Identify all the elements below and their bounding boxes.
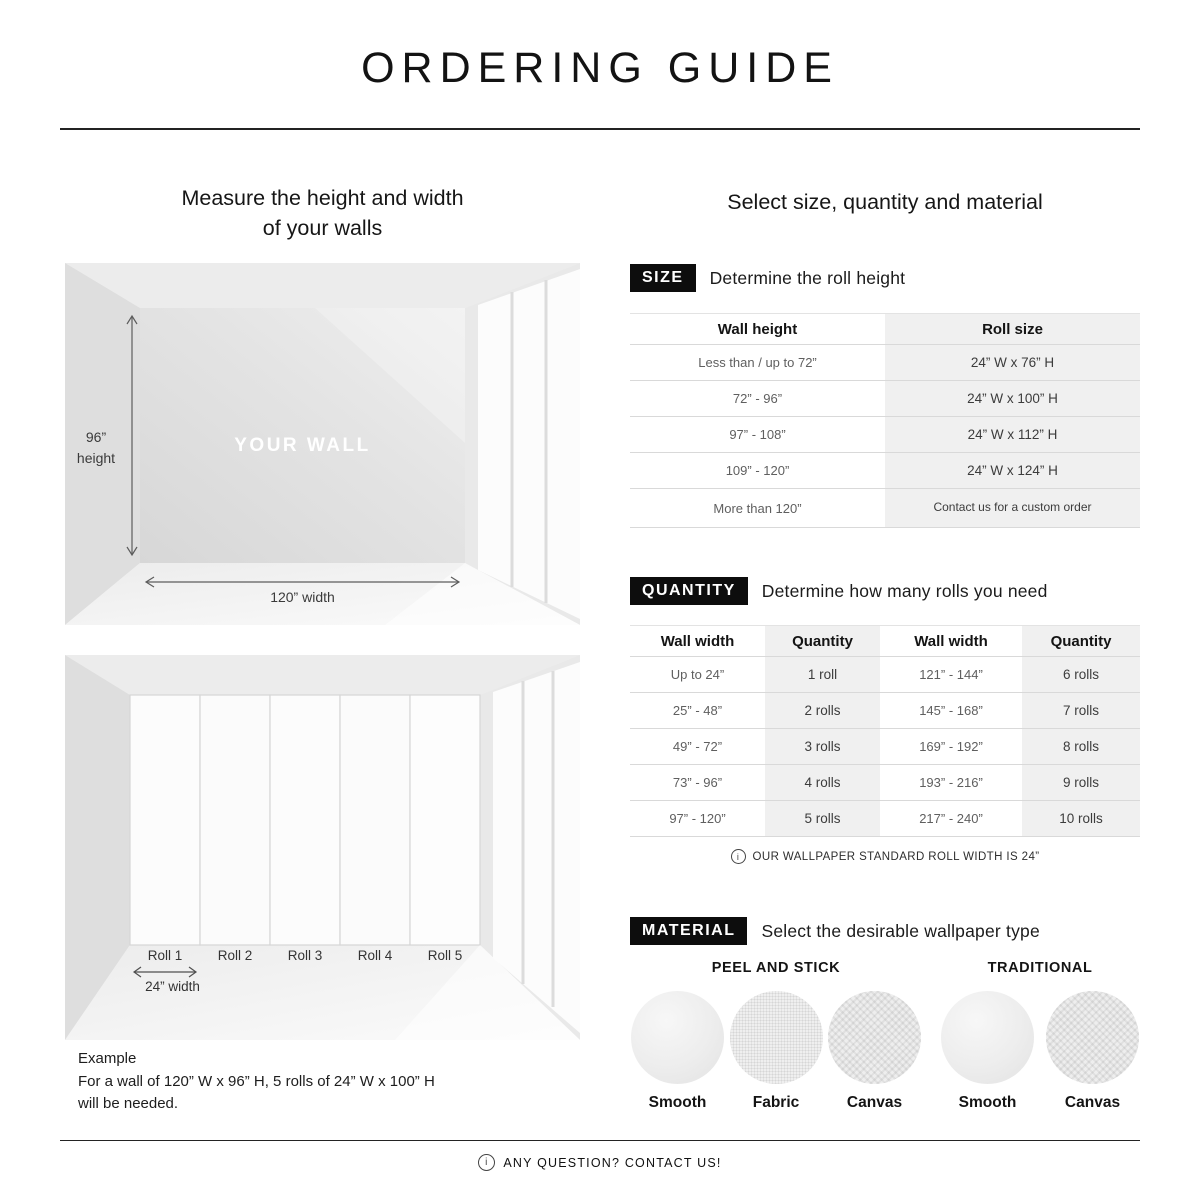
room-illustration-measure (65, 263, 580, 625)
size-table (630, 313, 1140, 528)
room-illustration-rolls (65, 655, 580, 1040)
table-row (630, 417, 1140, 453)
column-header: Quantity (1022, 626, 1140, 656)
example-title: Example (78, 1050, 137, 1067)
column-header: Wall width (660, 632, 735, 650)
table-row (630, 729, 1140, 765)
roll-size-cell: 24” W x 124” H (885, 453, 1140, 488)
wall-width-cell: 217” - 240” (919, 811, 983, 826)
column-header: Wall width (914, 632, 988, 650)
quantity-cell: 3 rolls (765, 729, 880, 764)
wallpaper-rolls (130, 695, 480, 945)
table-row (630, 693, 1140, 729)
quantity-cell: 8 rolls (1022, 729, 1140, 764)
swatch-row (630, 991, 922, 1112)
swatch-label: Smooth (648, 1094, 707, 1111)
roll-labels (130, 948, 480, 963)
left-heading-line2: of your walls (262, 216, 383, 241)
wall-width-cell: 25” - 48” (672, 703, 723, 718)
swatch-row (940, 991, 1140, 1112)
material-subtitle: Select the desirable wallpaper type (761, 920, 1040, 941)
wall-width-cell: 97” - 120” (669, 811, 726, 826)
table-row (630, 657, 1140, 693)
quantity-cell: 2 rolls (765, 693, 880, 728)
wall-width-cell: 49” - 72” (672, 739, 723, 754)
wall-height-value: 96” (85, 429, 107, 445)
roll-size-cell: 24” W x 76” H (885, 345, 1140, 380)
left-section-heading (65, 183, 580, 243)
right-section-heading: Select size, quantity and material (727, 190, 1043, 214)
roll-label: Roll 1 (147, 948, 183, 963)
wall-width-cell: 193” - 216” (919, 775, 983, 790)
wall-height-word: height (76, 450, 116, 466)
column-header: Roll size (885, 314, 1140, 344)
swatch-label: Smooth (958, 1094, 1017, 1111)
custom-order-note: Contact us for a custom order (933, 500, 1092, 515)
quantity-cell: 5 rolls (765, 801, 880, 836)
quantity-cell: 7 rolls (1022, 693, 1140, 728)
wall-width-cell: 121” - 144” (919, 667, 983, 682)
material-group-peel-and-stick (630, 960, 922, 1112)
wall-height-cell: 97” - 108” (729, 427, 786, 442)
wall-height-cell: Less than / up to 72” (698, 355, 817, 370)
quantity-table (630, 625, 1140, 837)
wall-width-cell: Up to 24” (670, 667, 725, 682)
swatch-smooth (630, 991, 725, 1112)
wall-height-cell: More than 120” (713, 500, 802, 516)
fabric-texture-swatch (730, 991, 823, 1084)
left-heading-line1: Measure the height and width (181, 186, 464, 210)
material-groups (630, 960, 1140, 1112)
roll-label: Roll 4 (357, 948, 393, 963)
table-row (630, 453, 1140, 489)
quantity-table-header-row (630, 626, 1140, 657)
swatch-fabric (729, 991, 824, 1112)
swatch-label: Canvas (1064, 1094, 1121, 1111)
footer-text: ANY QUESTION? CONTACT US! (503, 1155, 722, 1170)
material-section-header (630, 917, 1040, 945)
size-table-header-row (630, 314, 1140, 345)
material-group-name: TRADITIONAL (987, 960, 1093, 976)
table-row (630, 765, 1140, 801)
roll-label: Roll 3 (287, 948, 323, 963)
table-row (630, 489, 1140, 528)
example-note (78, 1048, 558, 1116)
table-row (630, 801, 1140, 837)
size-badge: SIZE (630, 264, 696, 292)
quantity-section-header (630, 577, 1048, 605)
wall-height-cell: 72” - 96” (732, 391, 783, 406)
title-divider (60, 128, 1140, 130)
smooth-texture-swatch (631, 991, 724, 1084)
canvas-texture-swatch (828, 991, 921, 1084)
roll-width-label: 24” width (145, 979, 200, 994)
example-line2: will be needed. (78, 1095, 179, 1112)
material-group-name: PEEL AND STICK (711, 960, 841, 976)
quantity-cell: 1 roll (765, 657, 880, 692)
canvas-texture-swatch (1046, 991, 1139, 1084)
wall-height-cell: 109” - 120” (725, 463, 790, 478)
footer-divider (60, 1140, 1140, 1141)
quantity-cell: 4 rolls (765, 765, 880, 800)
footer-contact-note (0, 1154, 1200, 1171)
swatch-label: Fabric (752, 1094, 800, 1111)
table-row (630, 345, 1140, 381)
quantity-cell: 6 rolls (1022, 657, 1140, 692)
info-icon: i (731, 849, 746, 864)
roll-label: Roll 5 (427, 948, 463, 963)
quantity-badge: QUANTITY (630, 577, 748, 605)
wall-width-cell: 145” - 168” (919, 703, 983, 718)
column-header: Wall height (717, 320, 798, 338)
swatch-canvas (827, 991, 922, 1112)
material-badge: MATERIAL (630, 917, 747, 945)
roll-size-cell (885, 489, 1140, 527)
material-group-traditional (940, 960, 1140, 1112)
swatch-label: Canvas (846, 1094, 903, 1111)
roll-label: Roll 2 (217, 948, 253, 963)
quantity-subtitle: Determine how many rolls you need (761, 580, 1048, 601)
window (478, 269, 580, 619)
wall-width-label: 120” width (270, 589, 335, 605)
page-title: ORDERING GUIDE (361, 44, 839, 92)
size-subtitle: Determine the roll height (709, 267, 906, 288)
swatch-smooth (940, 991, 1035, 1112)
smooth-texture-swatch (941, 991, 1034, 1084)
wall-height-label (67, 427, 125, 469)
roll-size-cell: 24” W x 112” H (885, 417, 1140, 452)
info-icon: i (478, 1154, 495, 1171)
roll-width-note (630, 849, 1140, 864)
example-line1: For a wall of 120” W x 96” H, 5 rolls of 24” W x 100” H (78, 1072, 435, 1090)
wall-width-cell: 73” - 96” (672, 775, 723, 790)
your-wall-label: YOUR WALL (234, 435, 371, 456)
wall-width-cell: 169” - 192” (919, 739, 983, 754)
roll-width-note-text: OUR WALLPAPER STANDARD ROLL WIDTH IS 24” (752, 850, 1040, 863)
quantity-cell: 10 rolls (1022, 801, 1140, 836)
roll-size-cell: 24” W x 100” H (885, 381, 1140, 416)
quantity-cell: 9 rolls (1022, 765, 1140, 800)
column-header: Quantity (765, 626, 880, 656)
table-row (630, 381, 1140, 417)
size-section-header (630, 264, 905, 292)
swatch-canvas (1045, 991, 1140, 1112)
